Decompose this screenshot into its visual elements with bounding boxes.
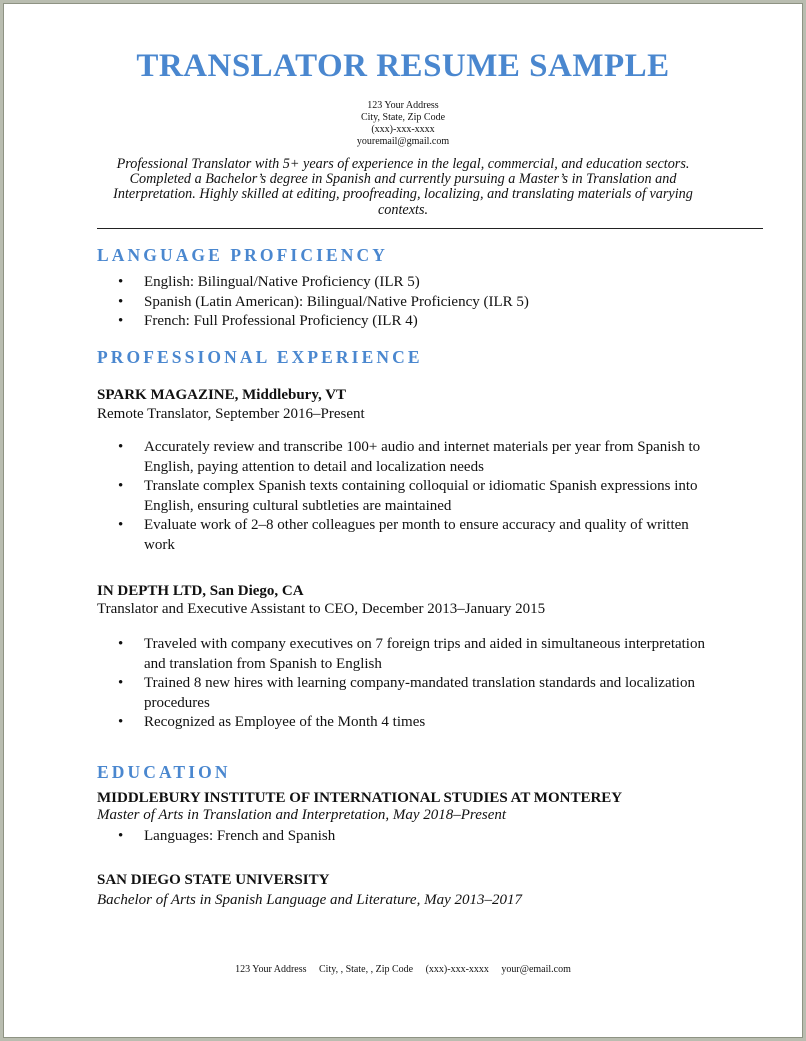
list-item: • French: Full Professional Proficiency (ILR 4) — [118, 313, 418, 329]
footer-phone: (xxx)-xxx-xxxx — [425, 964, 489, 975]
list-item: • Recognized as Employee of the Month 4 times — [118, 714, 426, 730]
contact-email: youremail@gmail.com — [356, 136, 450, 147]
section-title-experience: PROFESSIONAL EXPERIENCE — [97, 347, 423, 367]
job-role: Remote Translator, September 2016–Present — [97, 406, 365, 422]
list-item: • Languages: French and Spanish — [118, 828, 336, 844]
job-role: Translator and Executive Assistant to CEO, December 2013–January 2015 — [97, 601, 546, 617]
list-item: • English: Bilingual/Native Proficiency (ILR 5) — [118, 274, 420, 290]
school-name: MIDDLEBURY INSTITUTE OF INTERNATIONAL STUDIES AT MONTEREY — [97, 790, 623, 806]
job-bullets — [97, 635, 717, 733]
resume-title: TRANSLATOR RESUME SAMPLE — [136, 48, 670, 84]
footer-address: 123 Your Address — [235, 964, 307, 975]
list-item: • Traveled with company executives on 7 foreign trips and aided in simultaneous interpretation and translation from Spanish to English — [118, 636, 705, 672]
contact-address: 123 Your Address — [367, 100, 439, 111]
job-org: IN DEPTH LTD, San Diego, CA — [97, 583, 304, 599]
job-bullets — [97, 438, 717, 555]
list-item: • Evaluate work of 2–8 other colleagues per month to ensure accuracy and quality of written work — [118, 517, 689, 553]
section-title-language: LANGUAGE PROFICIENCY — [97, 245, 388, 265]
school-name: SAN DIEGO STATE UNIVERSITY — [97, 872, 330, 888]
contact-block — [0, 100, 806, 148]
footer-email: your@email.com — [501, 964, 571, 975]
section-title-education: EDUCATION — [97, 762, 231, 782]
contact-city: City, State, Zip Code — [360, 112, 446, 123]
footer-contact — [0, 964, 806, 975]
list-item: • Accurately review and transcribe 100+ audio and internet materials per year from Spanish to English, paying attention to detail and localization needs — [118, 439, 701, 475]
list-item: • Spanish (Latin American): Bilingual/Native Proficiency (ILR 5) — [118, 293, 529, 310]
degree: Master of Arts in Translation and Interpretation, May 2018–Present — [97, 807, 507, 823]
list-item: • Trained 8 new hires with learning company-mandated translation standards and localization procedures — [118, 675, 695, 711]
education-bullets — [97, 827, 717, 847]
degree: Bachelor of Arts in Spanish Language and Literature, May 2013–2017 — [97, 892, 522, 908]
footer-city: City, , State, , Zip Code — [319, 964, 414, 975]
professional-summary: Professional Translator with 5+ years of experience in the legal, commercial, and education sectors. Completed a Bachelor’s degree in Spanish and currently pursuing a Master’s in Translation and Interpretation. Highly skilled at editing, proofreading, localizing, and translating materials of varying contexts. — [113, 156, 693, 218]
job-org: SPARK MAGAZINE, Middlebury, VT — [97, 387, 347, 403]
language-list — [97, 273, 717, 332]
section-divider — [97, 228, 763, 229]
contact-phone: (xxx)-xxx-xxxx — [371, 124, 435, 135]
list-item: • Translate complex Spanish texts containing colloquial or idiomatic Spanish expressions into English, ensuring cultural subtleties are maintained — [118, 478, 698, 514]
